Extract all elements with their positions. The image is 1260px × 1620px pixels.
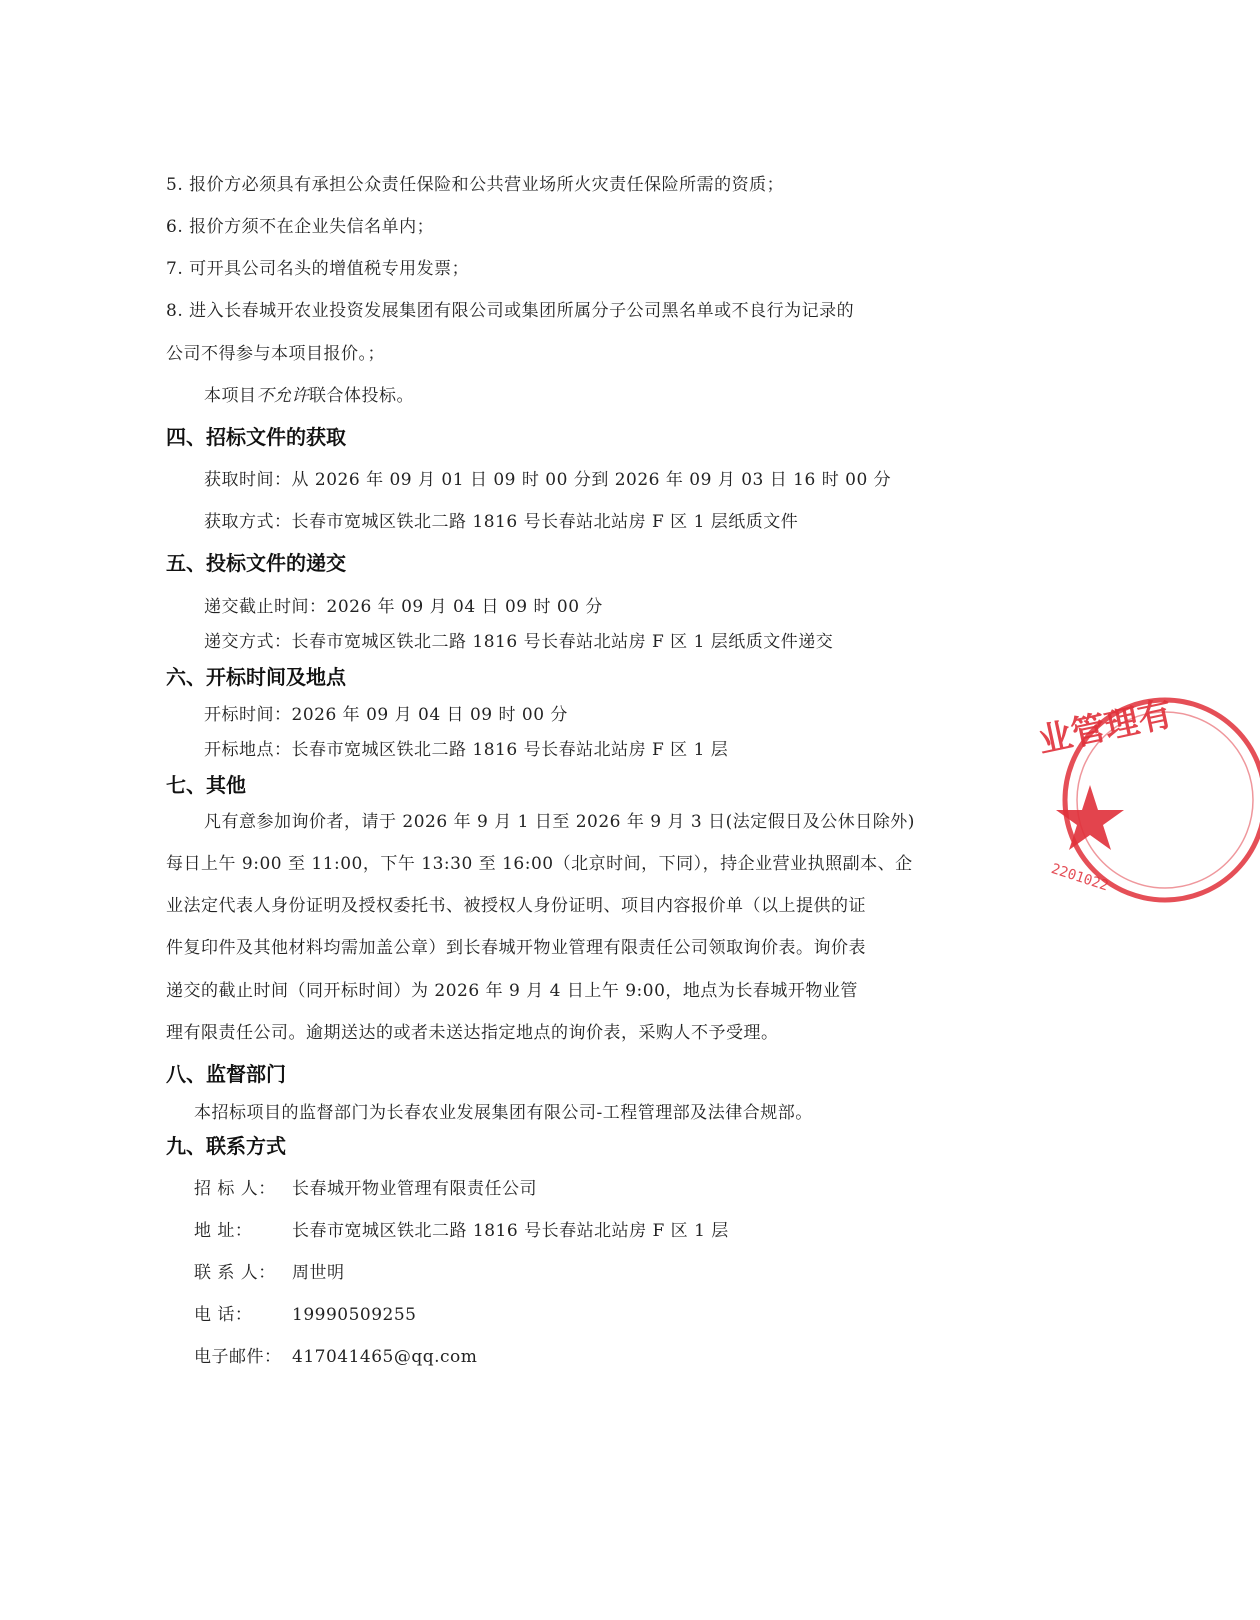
section5-title: 五、投标文件的递交	[166, 551, 346, 575]
seal-number: 2201022	[1049, 860, 1111, 895]
contact-bidder-row	[194, 1174, 537, 1199]
section6-place: 开标地点：长春市宽城区铁北二路 1816 号长春站北站房 F 区 1 层	[204, 740, 729, 760]
company-seal-icon	[1034, 690, 1260, 910]
qualification-item-8-line2: 公司不得参与本项目报价。；	[166, 344, 385, 364]
contact-address-label: 地 址：	[194, 1221, 253, 1241]
section7-line-5: 递交的截止时间（同开标时间）为 2026 年 9 月 4 日上午 9:00，地点为长春城开物业管	[166, 981, 858, 1001]
section7-title: 七、其他	[166, 773, 246, 797]
section6-title: 六、开标时间及地点	[166, 665, 346, 689]
contact-address-value: 长春市宽城区铁北二路 1816 号长春站北站房 F 区 1 层	[292, 1221, 729, 1241]
qualification-item-7: 7. 可开具公司名头的增值税专用发票；	[166, 259, 470, 279]
contact-phone-row	[194, 1300, 416, 1325]
section8-title: 八、监督部门	[166, 1062, 286, 1086]
section8-text: 本招标项目的监督部门为长春农业发展集团有限公司-工程管理部及法律合规部。	[194, 1103, 813, 1123]
section9-title: 九、联系方式	[166, 1134, 286, 1158]
consortium-italic: 不允许	[256, 386, 309, 406]
qualification-item-5: 5. 报价方必须具有承担公众责任保险和公共营业场所火灾责任保险所需的资质；	[166, 175, 785, 195]
contact-email-row	[194, 1342, 477, 1367]
section6-time: 开标时间：2026 年 09 月 04 日 09 时 00 分	[204, 705, 568, 725]
section4-time: 获取时间：从 2026 年 09 月 01 日 09 时 00 分到 2026 年 09 月 03 日 16 时 00 分	[204, 470, 892, 490]
consortium-suffix: 联合体投标。	[309, 386, 414, 406]
contact-person-value: 周世明	[292, 1263, 345, 1283]
section7-line-1: 凡有意参加询价者，请于 2026 年 9 月 1 日至 2026 年 9 月 3 日(法定假日及公休日除外)	[204, 812, 915, 832]
section4-method: 获取方式：长春市宽城区铁北二路 1816 号长春站北站房 F 区 1 层纸质文件	[204, 512, 799, 532]
contact-person-row	[194, 1258, 345, 1283]
contact-bidder-value: 长春城开物业管理有限责任公司	[292, 1179, 537, 1199]
contact-person-label: 联 系 人：	[194, 1263, 276, 1283]
consortium-prefix: 本项目	[204, 386, 257, 406]
section7-line-6: 理有限责任公司。逾期送达的或者未送达指定地点的询价表，采购人不予受理。	[166, 1023, 779, 1043]
contact-phone-value: 19990509255	[292, 1305, 417, 1325]
section5-method: 递交方式：长春市宽城区铁北二路 1816 号长春站北站房 F 区 1 层纸质文件递交	[204, 632, 834, 652]
contact-bidder-label: 招 标 人：	[194, 1179, 276, 1199]
section7-line-3: 业法定代表人身份证明及授权委托书、被授权人身份证明、项目内容报价单（以上提供的证	[166, 896, 866, 916]
contact-email-value: 417041465@qq.com	[292, 1347, 478, 1367]
seal-text: 业管理有	[1034, 693, 1177, 762]
contact-email-label: 电子邮件：	[194, 1347, 282, 1367]
section7-line-2: 每日上午 9:00 至 11:00，下午 13:30 至 16:00（北京时间，下同），持企业营业执照副本、企	[166, 854, 913, 874]
section5-deadline: 递交截止时间：2026 年 09 月 04 日 09 时 00 分	[204, 597, 603, 617]
contact-phone-label: 电 话：	[194, 1305, 253, 1325]
qualification-item-8-line1: 8. 进入长春城开农业投资发展集团有限公司或集团所属分子公司黑名单或不良行为记录的	[166, 301, 855, 321]
section4-title: 四、招标文件的获取	[166, 425, 346, 449]
contact-address-row	[194, 1216, 729, 1241]
qualification-item-6: 6. 报价方须不在企业失信名单内；	[166, 217, 435, 237]
consortium-note	[204, 381, 414, 406]
section7-line-4: 件复印件及其他材料均需加盖公章）到长春城开物业管理有限责任公司领取询价表。询价表	[166, 938, 866, 958]
